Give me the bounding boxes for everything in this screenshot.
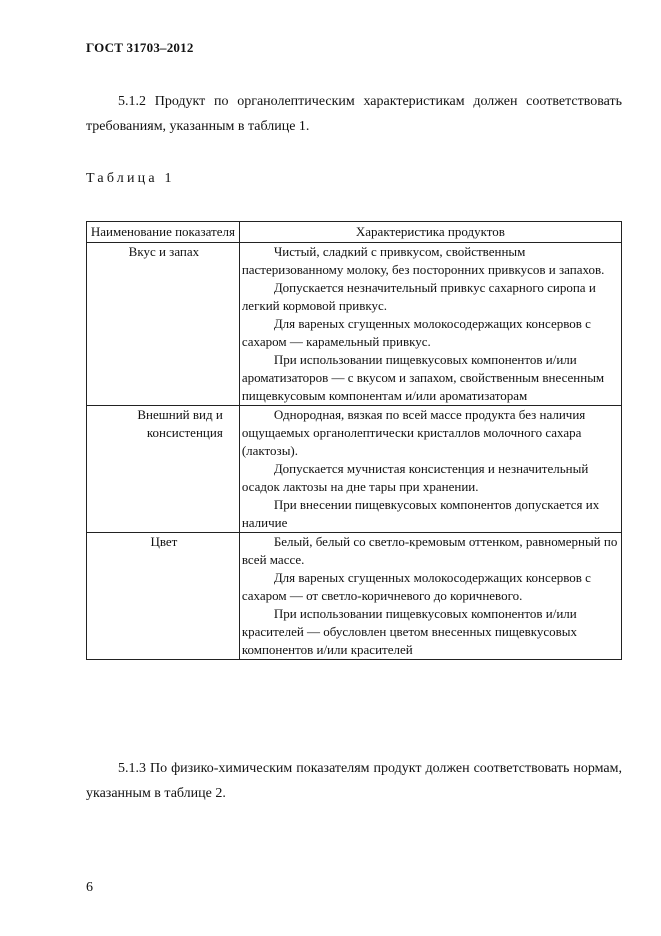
table-header-row (87, 222, 622, 243)
paragraph-5-1-2-text: 5.1.2 Продукт по органолептическим характеристикам должен соответствовать требованиям, указанным в таблице 1. (86, 94, 622, 134)
description-paragraph: Белый, белый со светло-кремовым оттенком, равномерный по всей массе. (241, 534, 618, 567)
row-desc-color (239, 533, 621, 660)
column-header-name: Наименование показателя (87, 222, 240, 243)
row-name-color: Цвет (87, 533, 240, 660)
table-row-color (87, 533, 622, 660)
page-number: 6 (86, 880, 93, 895)
row-name-taste: Вкус и запах (87, 243, 240, 406)
requirements-table (86, 221, 622, 660)
description-paragraph: При внесении пищевкусовых компонентов допускается их наличие (241, 497, 600, 530)
column-header-characteristics: Характеристика продуктов (239, 222, 621, 243)
row-desc-appearance (239, 406, 621, 533)
paragraph-5-1-3 (86, 756, 622, 806)
description-paragraph: Чистый, сладкий с привкусом, свойственным пастеризованному молоку, без посторонних привкусов и запахов. (241, 244, 605, 277)
description-paragraph: Допускается мучнистая консистенция и незначительный осадок лактозы на дне тары при хранении. (241, 461, 589, 494)
paragraph-5-1-2 (86, 89, 622, 139)
table-row-appearance (87, 406, 622, 533)
table-caption: Таблица 1 (86, 171, 175, 186)
row-name-appearance: Внешний вид и консистенция (87, 406, 240, 533)
description-paragraph: Для вареных сгущенных молокосодержащих консервов с сахаром — карамельный привкус. (241, 316, 591, 349)
description-paragraph: При использовании пищевкусовых компонентов и/или красителей — обусловлен цветом внесенных пищевкусовых компонентов и/или красителей (241, 606, 578, 657)
description-paragraph: При использовании пищевкусовых компонентов и/или ароматизаторов — с вкусом и запахом, свойственным внесенным пищевкусовым компонентам и/или ароматизаторам (241, 352, 605, 403)
paragraph-5-1-3-text: 5.1.3 По физико-химическим показателям продукт должен соответствовать нормам, указанным в таблице 2. (86, 761, 622, 801)
table-row-taste (87, 243, 622, 406)
row-desc-taste (239, 243, 621, 406)
document-header: ГОСТ 31703–2012 (86, 40, 194, 55)
description-paragraph: Допускается незначительный привкус сахарного сиропа и легкий кормовой привкус. (241, 280, 596, 313)
description-paragraph: Однородная, вязкая по всей массе продукта без наличия ощущаемых органолептически кристаллов молочного сахара (лактозы). (241, 407, 586, 458)
description-paragraph: Для вареных сгущенных молокосодержащих консервов с сахаром — от светло-коричневого до коричневого. (241, 570, 591, 603)
